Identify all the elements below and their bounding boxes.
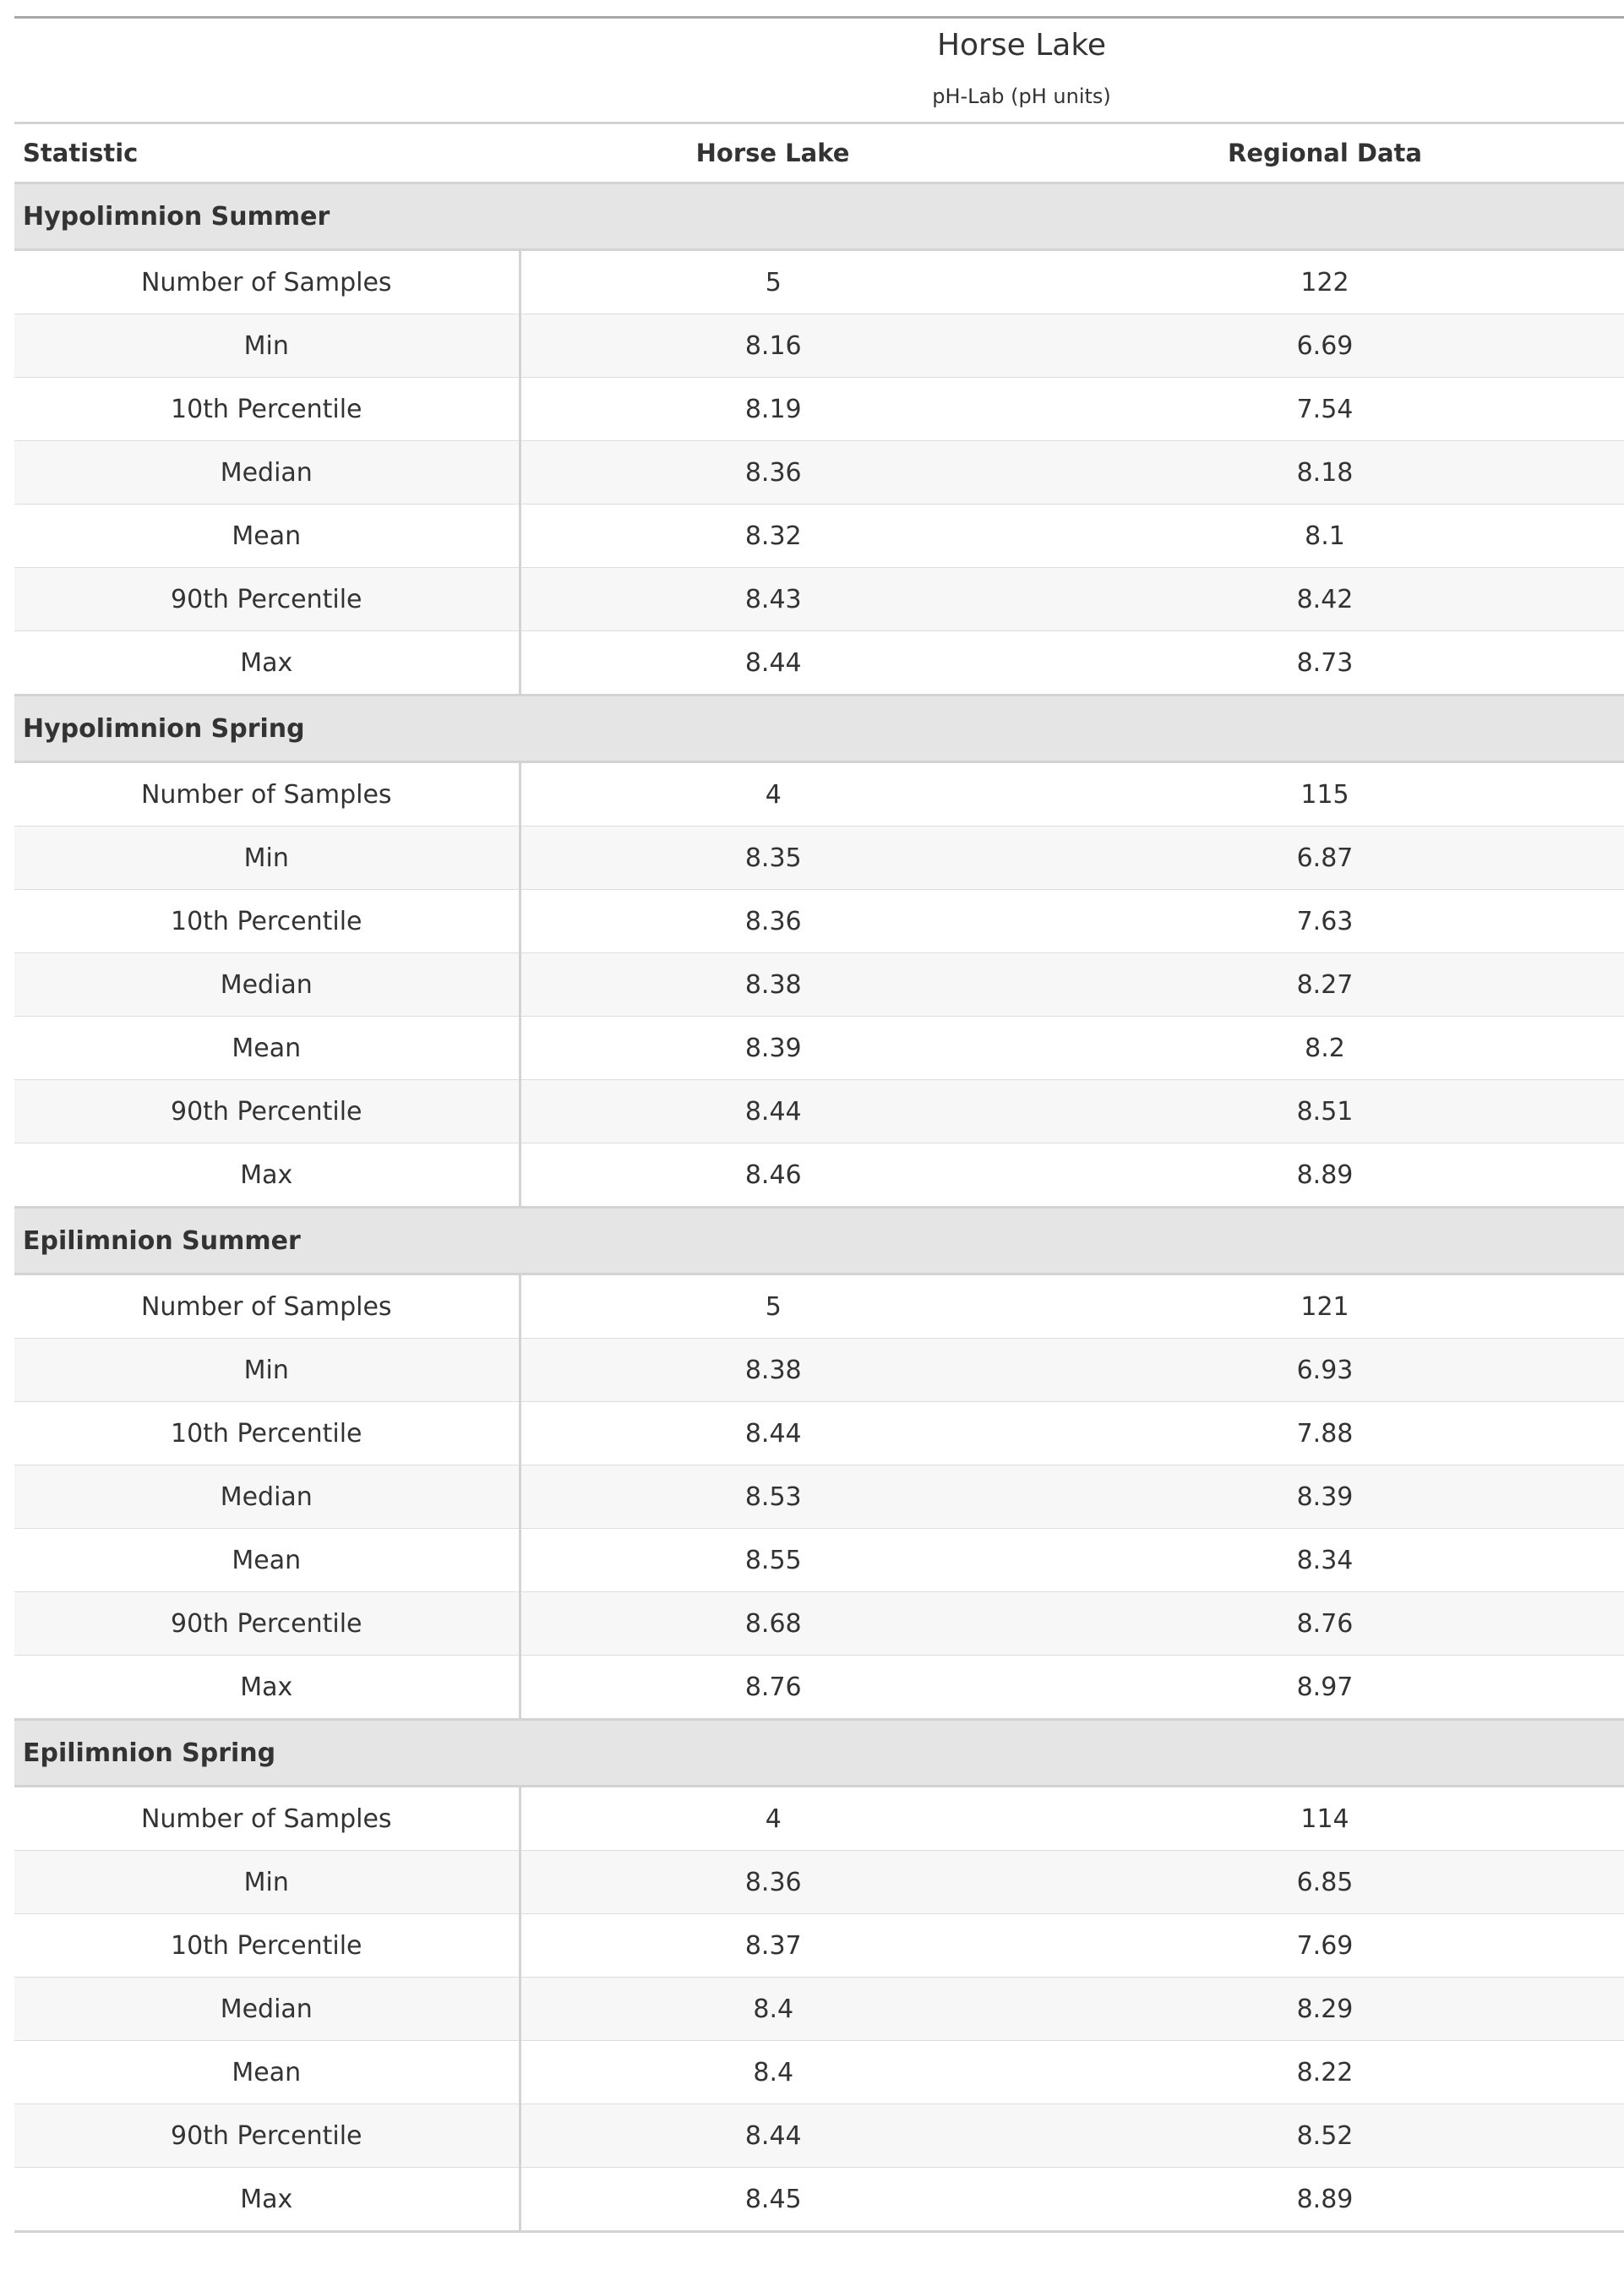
table-row <box>14 1017 1624 1080</box>
regional-value-cell: 8.34 <box>1026 1529 1624 1592</box>
lake-value-cell: 8.36 <box>520 441 1026 505</box>
regional-value-cell: 8.73 <box>1026 631 1624 696</box>
group-header-row <box>14 183 1624 250</box>
table-row <box>14 890 1624 953</box>
table-row <box>14 505 1624 568</box>
statistic-cell: Number of Samples <box>14 1787 520 1851</box>
table-row <box>14 1592 1624 1656</box>
lake-value-cell: 8.4 <box>520 2041 1026 2104</box>
lake-value-cell: 4 <box>520 1787 1026 1851</box>
regional-value-cell: 6.87 <box>1026 827 1624 890</box>
regional-value-cell: 7.63 <box>1026 890 1624 953</box>
lake-value-cell: 8.38 <box>520 953 1026 1017</box>
table-row <box>14 1143 1624 1208</box>
lake-value-cell: 8.32 <box>520 505 1026 568</box>
table-row <box>14 314 1624 378</box>
group-header-row <box>14 1208 1624 1274</box>
lake-value-cell: 8.16 <box>520 314 1026 378</box>
lake-value-cell: 8.37 <box>520 1914 1026 1978</box>
lake-value-cell: 8.44 <box>520 1402 1026 1465</box>
table-row <box>14 1339 1624 1402</box>
group-header-row <box>14 1720 1624 1787</box>
group-label: Epilimnion Summer <box>14 1208 1624 1274</box>
table-row <box>14 1656 1624 1720</box>
statistic-cell: Mean <box>14 2041 520 2104</box>
regional-value-cell: 8.76 <box>1026 1592 1624 1656</box>
table-row <box>14 1978 1624 2041</box>
statistic-cell: 90th Percentile <box>14 1592 520 1656</box>
table-row <box>14 568 1624 631</box>
lake-value-cell: 8.38 <box>520 1339 1026 1402</box>
statistic-cell: 90th Percentile <box>14 2104 520 2168</box>
regional-value-cell: 6.93 <box>1026 1339 1624 1402</box>
table-row <box>14 762 1624 827</box>
statistic-cell: Mean <box>14 505 520 568</box>
statistic-cell: Max <box>14 1143 520 1208</box>
table-row <box>14 2041 1624 2104</box>
regional-value-cell: 8.89 <box>1026 1143 1624 1208</box>
regional-value-cell: 8.89 <box>1026 2168 1624 2232</box>
regional-value-cell: 7.88 <box>1026 1402 1624 1465</box>
lake-value-cell: 8.45 <box>520 2168 1026 2232</box>
table-row <box>14 250 1624 314</box>
lake-value-cell: 5 <box>520 1274 1026 1339</box>
lake-value-cell: 8.4 <box>520 1978 1026 2041</box>
lake-value-cell: 8.46 <box>520 1143 1026 1208</box>
regional-value-cell: 8.27 <box>1026 953 1624 1017</box>
table-row <box>14 1274 1624 1339</box>
statistic-cell: Median <box>14 1465 520 1529</box>
statistic-cell: 10th Percentile <box>14 1402 520 1465</box>
group-header-row <box>14 696 1624 762</box>
lake-value-cell: 4 <box>520 762 1026 827</box>
statistic-cell: Median <box>14 441 520 505</box>
regional-value-cell: 8.42 <box>1026 568 1624 631</box>
regional-value-cell: 7.69 <box>1026 1914 1624 1978</box>
statistic-cell: Min <box>14 1339 520 1402</box>
statistic-cell: Min <box>14 827 520 890</box>
statistic-cell: 10th Percentile <box>14 378 520 441</box>
statistic-cell: Max <box>14 1656 520 1720</box>
statistic-cell: Min <box>14 314 520 378</box>
lake-value-cell: 8.19 <box>520 378 1026 441</box>
table-title-block <box>520 19 1523 122</box>
statistic-cell: Median <box>14 1978 520 2041</box>
column-header-statistic: Statistic <box>14 123 520 183</box>
statistic-cell: Median <box>14 953 520 1017</box>
table-row <box>14 378 1624 441</box>
group-block <box>14 183 1624 696</box>
lake-value-cell: 8.36 <box>520 890 1026 953</box>
regional-value-cell: 8.29 <box>1026 1978 1624 2041</box>
table-row <box>14 1402 1624 1465</box>
regional-value-cell: 7.54 <box>1026 378 1624 441</box>
regional-value-cell: 8.39 <box>1026 1465 1624 1529</box>
regional-value-cell: 121 <box>1026 1274 1624 1339</box>
table-row <box>14 1080 1624 1143</box>
table-subtitle: pH-Lab (pH units) <box>932 85 1111 108</box>
column-header-row <box>14 123 1624 183</box>
statistic-cell: Max <box>14 2168 520 2232</box>
regional-value-cell: 122 <box>1026 250 1624 314</box>
regional-value-cell: 8.52 <box>1026 2104 1624 2168</box>
regional-value-cell: 8.2 <box>1026 1017 1624 1080</box>
table-row <box>14 2168 1624 2232</box>
group-block <box>14 1208 1624 1720</box>
regional-value-cell: 8.22 <box>1026 2041 1624 2104</box>
statistic-cell: 90th Percentile <box>14 1080 520 1143</box>
statistic-cell: 10th Percentile <box>14 890 520 953</box>
group-block <box>14 1720 1624 2232</box>
regional-value-cell: 115 <box>1026 762 1624 827</box>
lake-value-cell: 8.35 <box>520 827 1026 890</box>
summary-table <box>14 16 1624 2233</box>
statistic-cell: 90th Percentile <box>14 568 520 631</box>
lake-value-cell: 8.39 <box>520 1017 1026 1080</box>
summary-table-container <box>14 16 1624 2233</box>
regional-value-cell: 8.97 <box>1026 1656 1624 1720</box>
statistic-cell: Mean <box>14 1017 520 1080</box>
lake-value-cell: 8.53 <box>520 1465 1026 1529</box>
table-row <box>14 1465 1624 1529</box>
table-row <box>14 441 1624 505</box>
table-title: Horse Lake <box>936 28 1107 63</box>
lake-value-cell: 8.36 <box>520 1851 1026 1914</box>
regional-value-cell: 6.69 <box>1026 314 1624 378</box>
group-label: Hypolimnion Summer <box>14 183 1624 250</box>
regional-value-cell: 6.85 <box>1026 1851 1624 1914</box>
column-header-regional: Regional Data <box>1026 123 1624 183</box>
table-row <box>14 1914 1624 1978</box>
lake-value-cell: 5 <box>520 250 1026 314</box>
table-row <box>14 631 1624 696</box>
lake-value-cell: 8.44 <box>520 1080 1026 1143</box>
statistic-cell: 10th Percentile <box>14 1914 520 1978</box>
lake-value-cell: 8.55 <box>520 1529 1026 1592</box>
group-label: Epilimnion Spring <box>14 1720 1624 1787</box>
statistic-cell: Mean <box>14 1529 520 1592</box>
lake-value-cell: 8.68 <box>520 1592 1026 1656</box>
table-row <box>14 1529 1624 1592</box>
lake-value-cell: 8.43 <box>520 568 1026 631</box>
regional-value-cell: 8.1 <box>1026 505 1624 568</box>
column-header-lake: Horse Lake <box>520 123 1026 183</box>
regional-value-cell: 8.51 <box>1026 1080 1624 1143</box>
lake-value-cell: 8.44 <box>520 2104 1026 2168</box>
table-row <box>14 827 1624 890</box>
statistic-cell: Max <box>14 631 520 696</box>
group-block <box>14 696 1624 1208</box>
table-row <box>14 953 1624 1017</box>
statistic-cell: Number of Samples <box>14 250 520 314</box>
table-row <box>14 2104 1624 2168</box>
regional-value-cell: 114 <box>1026 1787 1624 1851</box>
statistic-cell: Number of Samples <box>14 1274 520 1339</box>
lake-value-cell: 8.76 <box>520 1656 1026 1720</box>
group-label: Hypolimnion Spring <box>14 696 1624 762</box>
regional-value-cell: 8.18 <box>1026 441 1624 505</box>
lake-value-cell: 8.44 <box>520 631 1026 696</box>
statistic-cell: Min <box>14 1851 520 1914</box>
statistic-cell: Number of Samples <box>14 762 520 827</box>
table-row <box>14 1787 1624 1851</box>
table-row <box>14 1851 1624 1914</box>
